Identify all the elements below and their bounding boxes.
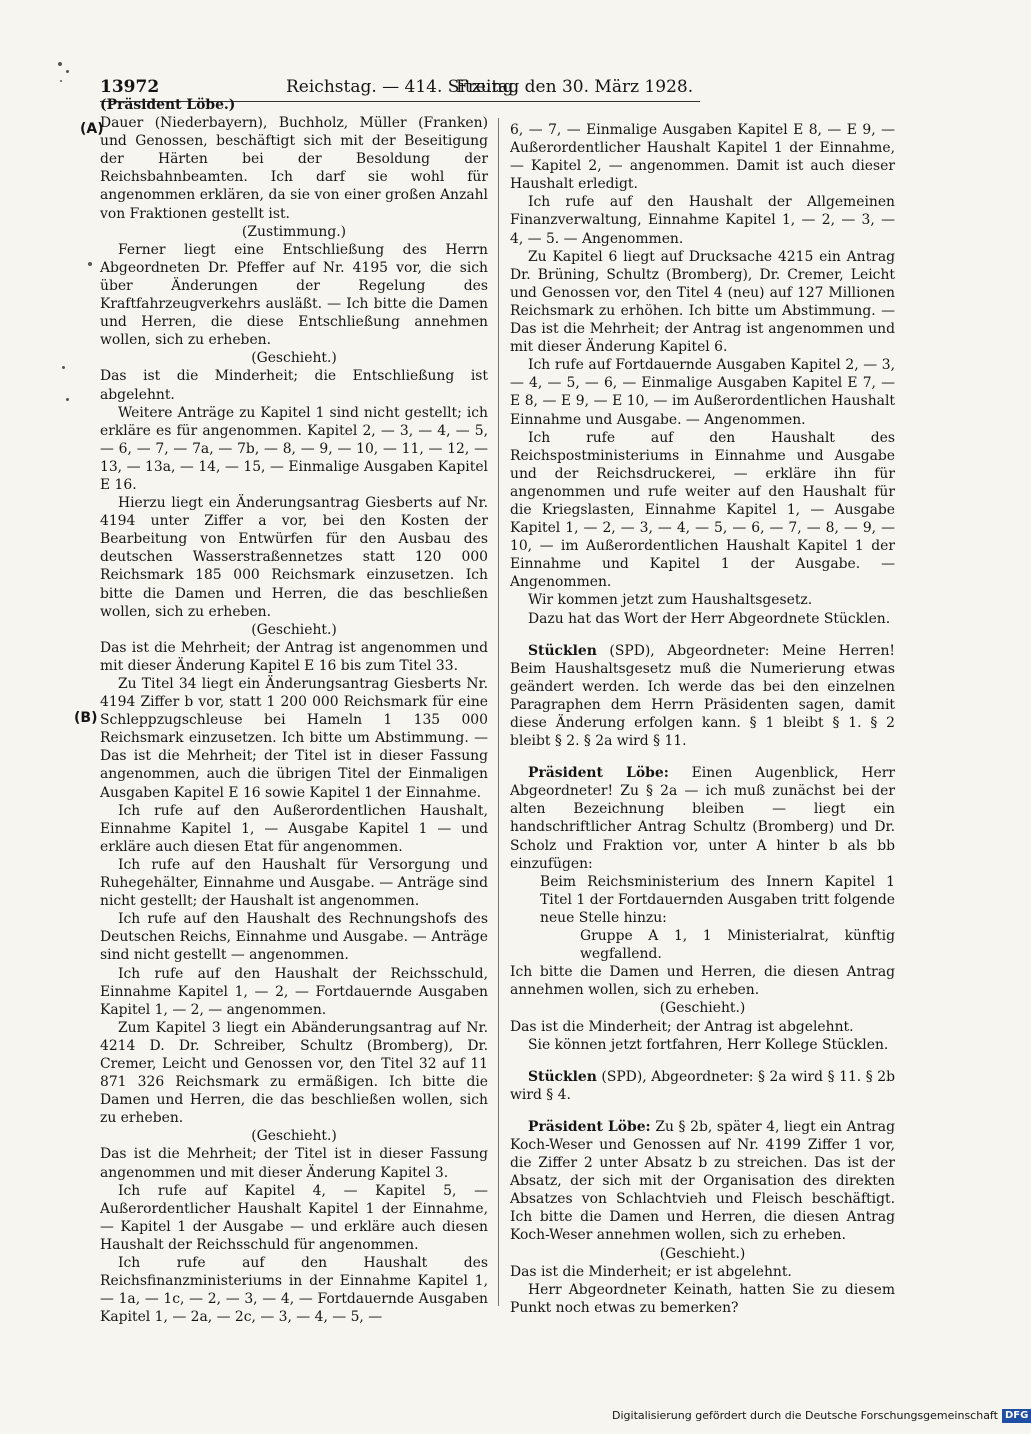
ink-speck <box>58 62 62 66</box>
footer-credit <box>612 1407 1031 1425</box>
stage-direction: (Geschieht.) <box>659 1000 746 1017</box>
speech-paragraph <box>510 1068 895 1104</box>
paragraph: Ich rufe auf den Haushalt der Reichsschuld, Einnahme Kapitel 1, — 2, — Fortdauernde Ausgaben Kapitel 1, — 2, — angenommen. <box>100 965 488 1018</box>
speech-text: Zu § 2b, später 4, liegt ein Antrag Koch-Weser und Genossen auf Nr. 4199 Ziffer 1 vor, die Ziffer 2 unter Absatz b zu streichen. Das ist der Absatz, der sich mit der Organisation des direkten Absatzes von Schlachtvieh und Fleisch beschäftigt. Ich bitte die Damen und Herren, die diesen Antrag Koch-Weser annehmen wollen, sich zu erheben. <box>510 1118 895 1244</box>
ink-speck <box>88 262 92 266</box>
speaker-name: Präsident Löbe: <box>528 1118 651 1135</box>
ink-speck <box>66 70 69 73</box>
stage-direction: (Zustimmung.) <box>241 223 347 240</box>
paragraph: Das ist die Mehrheit; der Titel ist in dieser Fassung angenommen und mit dieser Änderung Kapitel 3. <box>100 1146 488 1181</box>
header-date: Freitag den 30. März 1928. <box>456 77 694 97</box>
paragraph: Ich rufe auf Fortdauernde Ausgaben Kapitel 2, — 3, — 4, — 5, — 6, — Einmalige Ausgaben Kapitel E 7, — E 8, — E 9, — E 10, — im Außerordentlichen Haushalt Einnahme und Ausgabe. — Angenommen. <box>510 357 895 428</box>
footer-text: Digitalisierung gefördert durch die Deutsche Forschungsgemeinschaft <box>612 1409 998 1422</box>
paragraph: Zu Titel 34 liegt ein Änderungsantrag Giesberts Nr. 4194 Ziffer b vor, statt 1 200 000 Reichsmark für eine Schleppzugschleuse bei Hameln 1 135 000 Reichsmark einzusetzen. Ich bitte um Abstimmung. — Das ist die Mehrheit; der Titel ist in dieser Fassung angenommen, auch die übrigen Titel der Einmaligen Ausgaben Kapitel E 16 sowie Kapitel 1 der Einnahme. <box>100 676 488 801</box>
stage-direction: (Geschieht.) <box>251 621 337 638</box>
paragraph: Das ist die Minderheit; der Antrag ist abgelehnt. <box>510 1018 854 1035</box>
paragraph: Ich rufe auf den Haushalt des Rechnungshofs des Deutschen Reichs, Einnahme und Ausgabe. — Anträge sind nicht gestellt — angenommen. <box>100 911 488 964</box>
paragraph: Ferner liegt eine Entschließung des Herrn Abgeordneten Dr. Pfeffer auf Nr. 4195 vor, die sich über Änderungen der Regelung des Kraftfahrzeugverkehrs ausläßt. — Ich bitte die Damen und Herren, die diese Entschließung annehmen wollen, sich zu erheben. <box>100 241 488 349</box>
speech-text: (SPD), Abgeordneter: Meine Herren! Beim Haushaltsgesetz muß die Numerierung etwas geändert werden. Ich werde das bei den einzelnen Paragraphen dem Herrn Präsidenten sagen, damit diese Änderung erfolgen kann. § 1 bleibt § 1. § 2 bleibt § 2. § 2a wird § 11. <box>510 642 895 750</box>
quoted-motion: Gruppe A 1, 1 Ministerialrat, künftig wegfallend. <box>580 928 895 963</box>
ink-speck <box>60 80 62 82</box>
ink-speck <box>62 366 65 369</box>
paragraph: Zum Kapitel 3 liegt ein Abänderungsantrag auf Nr. 4214 D. Dr. Schreiber, Schultz (Bromberg), Dr. Cremer, Leicht und Genossen vor, den Titel 32 auf 11 871 326 Reichsmark zu ermäßigen. Ich bitte die Damen und Herren, die das beschließen wollen, sich zu erheben. <box>100 1019 488 1127</box>
margin-marker-a: (A) <box>80 121 104 137</box>
paragraph: Ich rufe auf den Haushalt des Reichsfinanzministeriums in der Einnahme Kapitel 1, — 1a, — 1c, — 2, — 3, — 4, — Fortdauernde Ausgaben Kapitel 1, — 2a, — 2c, — 3, — 4, — 5, — <box>100 1255 488 1326</box>
paragraph: Wir kommen jetzt zum Haushaltsgesetz. <box>528 592 813 609</box>
paragraph: Das ist die Minderheit; er ist abgelehnt. <box>510 1263 792 1280</box>
paragraph: Ich rufe auf Kapitel 4, — Kapitel 5, — Außerordentlicher Haushalt Kapitel 1 der Einnahme, — Kapitel 1 der Ausgabe — und erkläre auch diesen Haushalt der Reichsschuld für angenommen. <box>100 1182 488 1253</box>
speech-text: Einen Augenblick, Herr Abgeordneter! Zu § 2a — ich muß zunächst bei der alten Bezeichnung bleiben — liegt ein handschriftlicher Antrag Schultz (Bromberg) und Dr. Scholz und Fraktion vor, unter A hinter b als bb einzufügen: <box>510 765 895 872</box>
right-column <box>510 121 895 1317</box>
speech-paragraph <box>510 1118 895 1245</box>
paragraph: Dazu hat das Wort der Herr Abgeordnete Stücklen. <box>528 610 891 627</box>
paragraph: Das ist die Minderheit; die Entschließung ist abgelehnt. <box>100 368 488 403</box>
speaker-heading: (Präsident Löbe.) <box>100 97 236 113</box>
paragraph: Zu Kapitel 6 liegt auf Drucksache 4215 ein Antrag Dr. Brüning, Schultz (Bromberg), Dr. Cremer, Leicht und Genossen vor, den Titel 4 (neu) auf 127 Millionen Reichsmark zu erhöhen. Ich bitte um Abstimmung. — Das ist die Mehrheit; der Antrag ist angenommen und mit dieser Änderung Kapitel 6. <box>510 248 895 356</box>
paragraph: Sie können jetzt fortfahren, Herr Kollege Stücklen. <box>528 1036 889 1053</box>
ink-speck <box>66 398 69 401</box>
speaker-name: Stücklen <box>528 1068 597 1085</box>
speech-paragraph <box>510 642 895 751</box>
header-title: Reichstag. — 414. Sitzung. <box>286 77 519 97</box>
speaker-name: Präsident Löbe: <box>528 765 669 782</box>
speech-text: (SPD), Abgeordneter: § 2a wird § 11. § 2b wird § 4. <box>510 1068 895 1103</box>
paragraph: Ich bitte die Damen und Herren, die diesen Antrag annehmen wollen, sich zu erheben. <box>510 964 895 999</box>
paragraph: 6, — 7, — Einmalige Ausgaben Kapitel E 8, — E 9, — Außerordentlicher Haushalt Kapitel 1 der Einnahme, — Kapitel 2, — angenommen. Damit ist auch dieser Haushalt erledigt. <box>510 122 895 193</box>
column-divider <box>498 118 499 1306</box>
stage-direction: (Geschieht.) <box>251 1128 337 1145</box>
page-number: 13972 <box>100 77 160 97</box>
speaker-name: Stücklen <box>528 642 597 659</box>
stage-direction: (Geschieht.) <box>251 350 337 367</box>
paragraph: Herr Abgeordneter Keinath, hatten Sie zu diesem Punkt noch etwas zu bemerken? <box>510 1281 895 1316</box>
paragraph: Hierzu liegt ein Änderungsantrag Giesberts auf Nr. 4194 unter Ziffer a vor, bei den Kosten der Bearbeitung von Entwürfen für den Ausbau des deutschen Wasserstraßennetzes statt 120 000 Reichsmark 185 000 Reichsmark einzusetzen. Ich bitte die Damen und Herren, die das beschließen wollen, sich zu erheben. <box>100 495 488 620</box>
speech-paragraph <box>510 764 895 873</box>
paragraph: Ich rufe auf den Haushalt der Allgemeinen Finanzverwaltung, Einnahme Kapitel 1, — 2, — 3, — 4, — 5. — Angenommen. <box>510 194 895 247</box>
paragraph: Dauer (Niederbayern), Buchholz, Müller (Franken) und Genossen, beschäftigt sich mit der Beseitigung der Härten bei der Besoldung der Reichsbahnbeamten. Ich darf sie wohl für angenommen erklären, da sie von einer großen Anzahl von Fraktionen gestellt ist. <box>100 115 488 222</box>
dfg-logo: DFG <box>1002 1409 1031 1423</box>
quoted-motion: Beim Reichsministerium des Innern Kapitel 1 Titel 1 der Fortdauernden Ausgaben tritt folgende neue Stelle hinzu: <box>540 873 895 926</box>
paragraph: Ich rufe auf den Außerordentlichen Haushalt, Einnahme Kapitel 1, — Ausgabe Kapitel 1 — und erkläre auch diesen Etat für angenommen. <box>100 802 488 855</box>
stage-direction: (Geschieht.) <box>659 1245 746 1262</box>
left-column <box>100 96 488 1326</box>
paragraph: Ich rufe auf den Haushalt für Versorgung und Ruhegehälter, Einnahme und Ausgabe. — Anträge sind nicht gestellt; der Haushalt ist angenommen. <box>100 856 488 910</box>
paragraph: Weitere Anträge zu Kapitel 1 sind nicht gestellt; ich erkläre es für angenommen. Kapitel 2, — 3, — 4, — 5, — 6, — 7, — 7a, — 7b, — 8, — 9, — 10, — 11, — 12, — 13, — 13a, — 14, — 15, — Einmalige Ausgaben Kapitel E 16. <box>100 404 488 493</box>
paragraph: Das ist die Mehrheit; der Antrag ist angenommen und mit dieser Änderung Kapitel E 16 bis zum Titel 33. <box>100 639 488 674</box>
margin-marker-b: (B) <box>74 710 98 726</box>
paragraph: Ich rufe auf den Haushalt des Reichspostministeriums in Einnahme und Ausgabe und der Reichsdruckerei, — erkläre ihn für angenommen und rufe weiter auf den Haushalt für die Kriegslasten, Einnahme Kapitel 1, — Ausgabe Kapitel 1, — 2, — 3, — 4, — 5, — 6, — 7, — 8, — 9, — 10, — im Außerordentlichen Haushalt Kapitel 1 der Einnahme und Kapitel 1 der Ausgabe. — Angenommen. <box>510 429 895 591</box>
